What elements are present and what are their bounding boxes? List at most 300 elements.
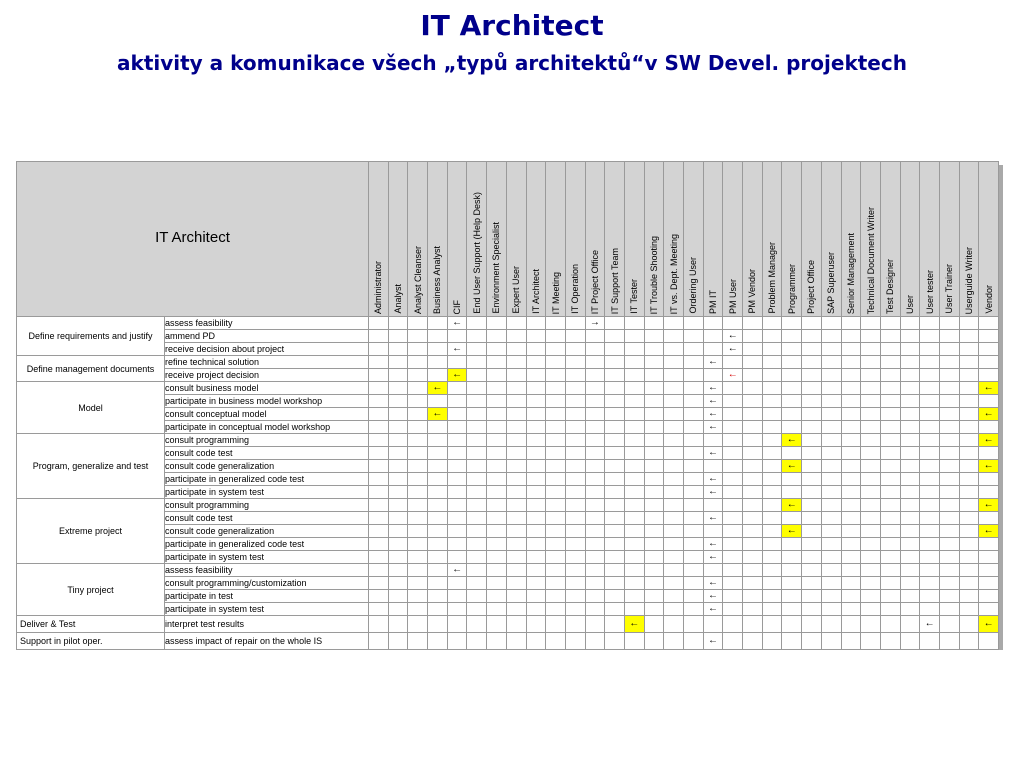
matrix-cell (565, 330, 585, 343)
matrix-cell (939, 330, 959, 343)
matrix-cell (802, 317, 822, 330)
matrix-cell (506, 369, 526, 382)
matrix-cell (526, 564, 546, 577)
matrix-cell (959, 590, 979, 603)
matrix-cell (644, 473, 664, 486)
matrix-cell (565, 473, 585, 486)
arrow-left-icon: ← (782, 460, 802, 473)
matrix-cell (605, 590, 625, 603)
matrix-cell (624, 382, 644, 395)
column-header (841, 162, 861, 317)
matrix-cell (939, 616, 959, 633)
matrix-cell (565, 408, 585, 421)
matrix-cell (408, 633, 428, 650)
matrix-cell (861, 486, 881, 499)
matrix-cell (526, 590, 546, 603)
matrix-cell (900, 317, 920, 330)
matrix-cell (723, 356, 743, 369)
arrow-left-icon: ← (723, 369, 743, 382)
matrix-cell (447, 408, 467, 421)
matrix-cell (664, 421, 684, 434)
matrix-cell (979, 577, 999, 590)
matrix-cell (802, 551, 822, 564)
matrix-cell (861, 603, 881, 616)
matrix-cell (447, 603, 467, 616)
column-header (861, 162, 881, 317)
table-row (17, 369, 999, 382)
matrix-cell (900, 486, 920, 499)
matrix-cell (861, 408, 881, 421)
matrix-cell (526, 369, 546, 382)
matrix-cell (684, 577, 704, 590)
matrix-cell (565, 369, 585, 382)
column-header-label: Environment Specialist (491, 222, 502, 314)
matrix-cell (939, 395, 959, 408)
matrix-cell (664, 460, 684, 473)
matrix-cell (526, 525, 546, 538)
arrow-left-icon: ← (979, 616, 999, 633)
matrix-cell (841, 356, 861, 369)
matrix-cell (624, 395, 644, 408)
matrix-cell (585, 408, 605, 421)
matrix-cell (487, 603, 507, 616)
matrix-cell (369, 577, 389, 590)
matrix-cell (408, 317, 428, 330)
phase-label: Support in pilot oper. (17, 633, 165, 650)
matrix-cell (861, 564, 881, 577)
matrix-cell (585, 577, 605, 590)
column-header-label: Technical Document Writer (865, 206, 876, 314)
matrix-cell (684, 317, 704, 330)
matrix-cell (743, 395, 763, 408)
arrow-left-icon: ← (703, 356, 723, 369)
matrix-cell (880, 616, 900, 633)
matrix-cell (467, 408, 487, 421)
arrow-left-icon: ← (979, 499, 999, 512)
matrix-cell (821, 317, 841, 330)
matrix-cell (664, 434, 684, 447)
matrix-cell (723, 538, 743, 551)
matrix-cell (526, 577, 546, 590)
matrix-cell (605, 499, 625, 512)
matrix-cell (428, 512, 448, 525)
matrix-cell (408, 460, 428, 473)
column-header-label: IT Operation (570, 264, 581, 314)
matrix-cell (920, 525, 940, 538)
matrix-cell (388, 551, 408, 564)
matrix-cell (802, 564, 822, 577)
matrix-cell (723, 434, 743, 447)
matrix-cell (743, 486, 763, 499)
matrix-cell (743, 317, 763, 330)
matrix-cell (467, 538, 487, 551)
matrix-cell (624, 408, 644, 421)
matrix-cell (605, 330, 625, 343)
phase-label: Define requirements and justify (17, 317, 165, 356)
matrix-cell (920, 603, 940, 616)
column-header-label: IT Trouble Shooting (648, 235, 659, 314)
matrix-cell (821, 603, 841, 616)
matrix-cell (467, 447, 487, 460)
matrix-cell (959, 343, 979, 356)
phase-label: Define management documents (17, 356, 165, 382)
matrix-cell (802, 356, 822, 369)
matrix-cell (920, 434, 940, 447)
matrix-cell (388, 460, 408, 473)
matrix-cell (624, 551, 644, 564)
column-header-label: Programmer (786, 263, 797, 314)
matrix-cell (624, 633, 644, 650)
matrix-cell (782, 317, 802, 330)
matrix-cell (959, 330, 979, 343)
matrix-cell (605, 473, 625, 486)
matrix-cell (821, 590, 841, 603)
matrix-cell (565, 421, 585, 434)
matrix-cell (959, 356, 979, 369)
matrix-cell (506, 603, 526, 616)
matrix-cell (841, 408, 861, 421)
matrix-cell (428, 564, 448, 577)
matrix-cell (388, 434, 408, 447)
matrix-cell (762, 382, 782, 395)
column-header (880, 162, 900, 317)
matrix-cell (664, 538, 684, 551)
matrix-cell (880, 343, 900, 356)
matrix-cell (624, 317, 644, 330)
matrix-cell (408, 525, 428, 538)
matrix-cell (487, 356, 507, 369)
matrix-cell (880, 486, 900, 499)
column-header-label: IT Meeting (550, 271, 561, 314)
activity-cell: consult code generalization (165, 525, 369, 538)
matrix-cell (782, 447, 802, 460)
matrix-cell (644, 486, 664, 499)
matrix-cell (565, 499, 585, 512)
matrix-cell (585, 473, 605, 486)
matrix-cell (526, 421, 546, 434)
matrix-cell (408, 369, 428, 382)
matrix-cell (782, 551, 802, 564)
matrix-cell (979, 633, 999, 650)
column-header-label: Business Analyst (432, 245, 443, 314)
matrix-cell (585, 460, 605, 473)
matrix-cell (802, 616, 822, 633)
matrix-cell (723, 499, 743, 512)
matrix-cell (880, 590, 900, 603)
activity-cell: assess feasibility (165, 564, 369, 577)
matrix-cell (605, 317, 625, 330)
column-header (900, 162, 920, 317)
matrix-cell (861, 382, 881, 395)
matrix-cell (959, 317, 979, 330)
matrix-cell (447, 577, 467, 590)
matrix-cell (920, 395, 940, 408)
matrix-cell (743, 577, 763, 590)
column-header-label: IT Architect (530, 269, 541, 314)
matrix-cell (428, 317, 448, 330)
matrix-cell (467, 460, 487, 473)
arrow-left-icon: ← (703, 551, 723, 564)
matrix-cell (546, 395, 566, 408)
matrix-cell (546, 564, 566, 577)
activity-cell: participate in generalized code test (165, 538, 369, 551)
matrix-cell (546, 317, 566, 330)
matrix-cell (880, 395, 900, 408)
matrix-cell (506, 421, 526, 434)
matrix-cell (585, 330, 605, 343)
matrix-cell (861, 447, 881, 460)
matrix-cell (979, 538, 999, 551)
matrix-cell (408, 603, 428, 616)
activity-cell: consult code generalization (165, 460, 369, 473)
matrix-cell (802, 421, 822, 434)
matrix-cell (880, 382, 900, 395)
table-row (17, 330, 999, 343)
matrix-cell (388, 408, 408, 421)
matrix-cell (664, 395, 684, 408)
arrow-left-icon: ← (447, 343, 467, 356)
matrix-cell (605, 564, 625, 577)
matrix-cell (546, 408, 566, 421)
matrix-cell (841, 486, 861, 499)
matrix-cell (900, 525, 920, 538)
matrix-cell (782, 343, 802, 356)
matrix-cell (664, 551, 684, 564)
matrix-cell (428, 421, 448, 434)
matrix-cell (585, 343, 605, 356)
matrix-cell (762, 590, 782, 603)
matrix-cell (723, 577, 743, 590)
matrix-cell (939, 343, 959, 356)
column-header (506, 162, 526, 317)
matrix-cell (487, 460, 507, 473)
matrix-cell (546, 356, 566, 369)
matrix-cell (782, 330, 802, 343)
matrix-cell (821, 538, 841, 551)
activity-cell: receive decision about project (165, 343, 369, 356)
matrix-cell (959, 447, 979, 460)
matrix-cell (605, 538, 625, 551)
arrow-left-icon: ← (979, 382, 999, 395)
matrix-cell (428, 538, 448, 551)
matrix-cell (447, 460, 467, 473)
table-row (17, 512, 999, 525)
matrix-cell (703, 369, 723, 382)
matrix-cell (546, 421, 566, 434)
matrix-cell (487, 408, 507, 421)
matrix-cell (703, 317, 723, 330)
arrow-left-icon: ← (624, 616, 644, 633)
matrix-cell (782, 486, 802, 499)
arrow-left-icon: ← (703, 408, 723, 421)
matrix-cell (762, 512, 782, 525)
table-row (17, 616, 999, 633)
matrix-cell (920, 356, 940, 369)
matrix-cell (467, 603, 487, 616)
matrix-cell (467, 564, 487, 577)
arrow-left-icon: ← (782, 499, 802, 512)
matrix-cell (762, 564, 782, 577)
matrix-cell (624, 330, 644, 343)
matrix-cell (703, 343, 723, 356)
matrix-cell (605, 486, 625, 499)
activity-cell: consult business model (165, 382, 369, 395)
matrix-cell (664, 525, 684, 538)
matrix-cell (762, 317, 782, 330)
column-header (605, 162, 625, 317)
matrix-cell (900, 421, 920, 434)
arrow-left-icon: ← (979, 408, 999, 421)
matrix-cell (605, 551, 625, 564)
matrix-cell (743, 590, 763, 603)
matrix-cell (408, 616, 428, 633)
matrix-cell (743, 633, 763, 650)
matrix-cell (644, 525, 664, 538)
matrix-cell (526, 395, 546, 408)
matrix-cell (900, 564, 920, 577)
matrix-cell (821, 512, 841, 525)
matrix-cell (959, 538, 979, 551)
phase-label: Extreme project (17, 499, 165, 564)
matrix-cell (644, 434, 664, 447)
matrix-cell (664, 447, 684, 460)
matrix-cell (762, 577, 782, 590)
matrix-cell (762, 499, 782, 512)
matrix-cell (408, 382, 428, 395)
matrix-cell (900, 343, 920, 356)
arrow-left-icon: ← (703, 421, 723, 434)
arrow-left-icon: ← (447, 564, 467, 577)
column-header-label: Userguide Writer (963, 246, 974, 314)
column-header (369, 162, 389, 317)
matrix-cell (979, 343, 999, 356)
matrix-cell (979, 369, 999, 382)
matrix-cell (841, 317, 861, 330)
matrix-cell (506, 473, 526, 486)
matrix-cell (684, 633, 704, 650)
column-header (447, 162, 467, 317)
matrix-cell (467, 616, 487, 633)
matrix-cell (506, 382, 526, 395)
matrix-cell (664, 603, 684, 616)
matrix-cell (487, 382, 507, 395)
activity-cell: participate in system test (165, 551, 369, 564)
matrix-cell (388, 525, 408, 538)
column-header (743, 162, 763, 317)
matrix-cell (369, 590, 389, 603)
matrix-cell (565, 616, 585, 633)
matrix-cell (802, 603, 822, 616)
table-row (17, 343, 999, 356)
matrix-cell (664, 486, 684, 499)
matrix-cell (979, 512, 999, 525)
matrix-cell (762, 486, 782, 499)
matrix-cell (605, 512, 625, 525)
matrix-cell (624, 356, 644, 369)
matrix-cell (841, 343, 861, 356)
matrix-cell (861, 551, 881, 564)
matrix-cell (388, 369, 408, 382)
arrow-left-icon: ← (703, 633, 723, 650)
activity-cell: participate in generalized code test (165, 473, 369, 486)
column-header-row (17, 162, 999, 317)
matrix-cell (487, 434, 507, 447)
matrix-cell (605, 434, 625, 447)
matrix-cell (684, 395, 704, 408)
matrix-cell (467, 525, 487, 538)
matrix-cell (743, 525, 763, 538)
matrix-cell (684, 590, 704, 603)
matrix-cell (939, 590, 959, 603)
matrix-cell (624, 499, 644, 512)
matrix-cell (900, 408, 920, 421)
matrix-cell (487, 486, 507, 499)
matrix-cell (861, 473, 881, 486)
matrix-cell (959, 564, 979, 577)
table-row (17, 525, 999, 538)
matrix-cell (585, 551, 605, 564)
matrix-cell (565, 486, 585, 499)
matrix-cell (565, 512, 585, 525)
matrix-cell (644, 460, 664, 473)
matrix-cell (565, 564, 585, 577)
matrix-cell (959, 395, 979, 408)
matrix-cell (428, 486, 448, 499)
matrix-cell (565, 603, 585, 616)
matrix-cell (723, 486, 743, 499)
matrix-cell (388, 577, 408, 590)
matrix-cell (487, 473, 507, 486)
matrix-cell (408, 421, 428, 434)
column-header (585, 162, 605, 317)
matrix-cell (920, 486, 940, 499)
matrix-cell (880, 317, 900, 330)
matrix-cell (821, 421, 841, 434)
matrix-cell (959, 408, 979, 421)
matrix-cell (388, 421, 408, 434)
matrix-cell (762, 525, 782, 538)
matrix-cell (762, 538, 782, 551)
matrix-cell (684, 564, 704, 577)
matrix-cell (487, 395, 507, 408)
matrix-cell (821, 577, 841, 590)
matrix-cell (428, 460, 448, 473)
matrix-cell (428, 330, 448, 343)
matrix-cell (900, 369, 920, 382)
matrix-cell (487, 564, 507, 577)
activity-cell: assess impact of repair on the whole IS (165, 633, 369, 650)
matrix-cell (762, 603, 782, 616)
arrow-left-icon: ← (782, 434, 802, 447)
matrix-cell (920, 421, 940, 434)
matrix-cell (979, 356, 999, 369)
matrix-cell (802, 486, 822, 499)
matrix-cell (369, 317, 389, 330)
arrow-left-icon: ← (447, 317, 467, 330)
matrix-cell (546, 330, 566, 343)
matrix-cell (447, 590, 467, 603)
arrow-left-icon: ← (920, 616, 940, 633)
matrix-cell (664, 330, 684, 343)
column-header (624, 162, 644, 317)
matrix-cell (821, 447, 841, 460)
column-header (467, 162, 487, 317)
matrix-cell (782, 382, 802, 395)
matrix-cell (861, 317, 881, 330)
column-header-label: Analyst (393, 284, 404, 314)
matrix-cell (920, 577, 940, 590)
table-row (17, 460, 999, 473)
